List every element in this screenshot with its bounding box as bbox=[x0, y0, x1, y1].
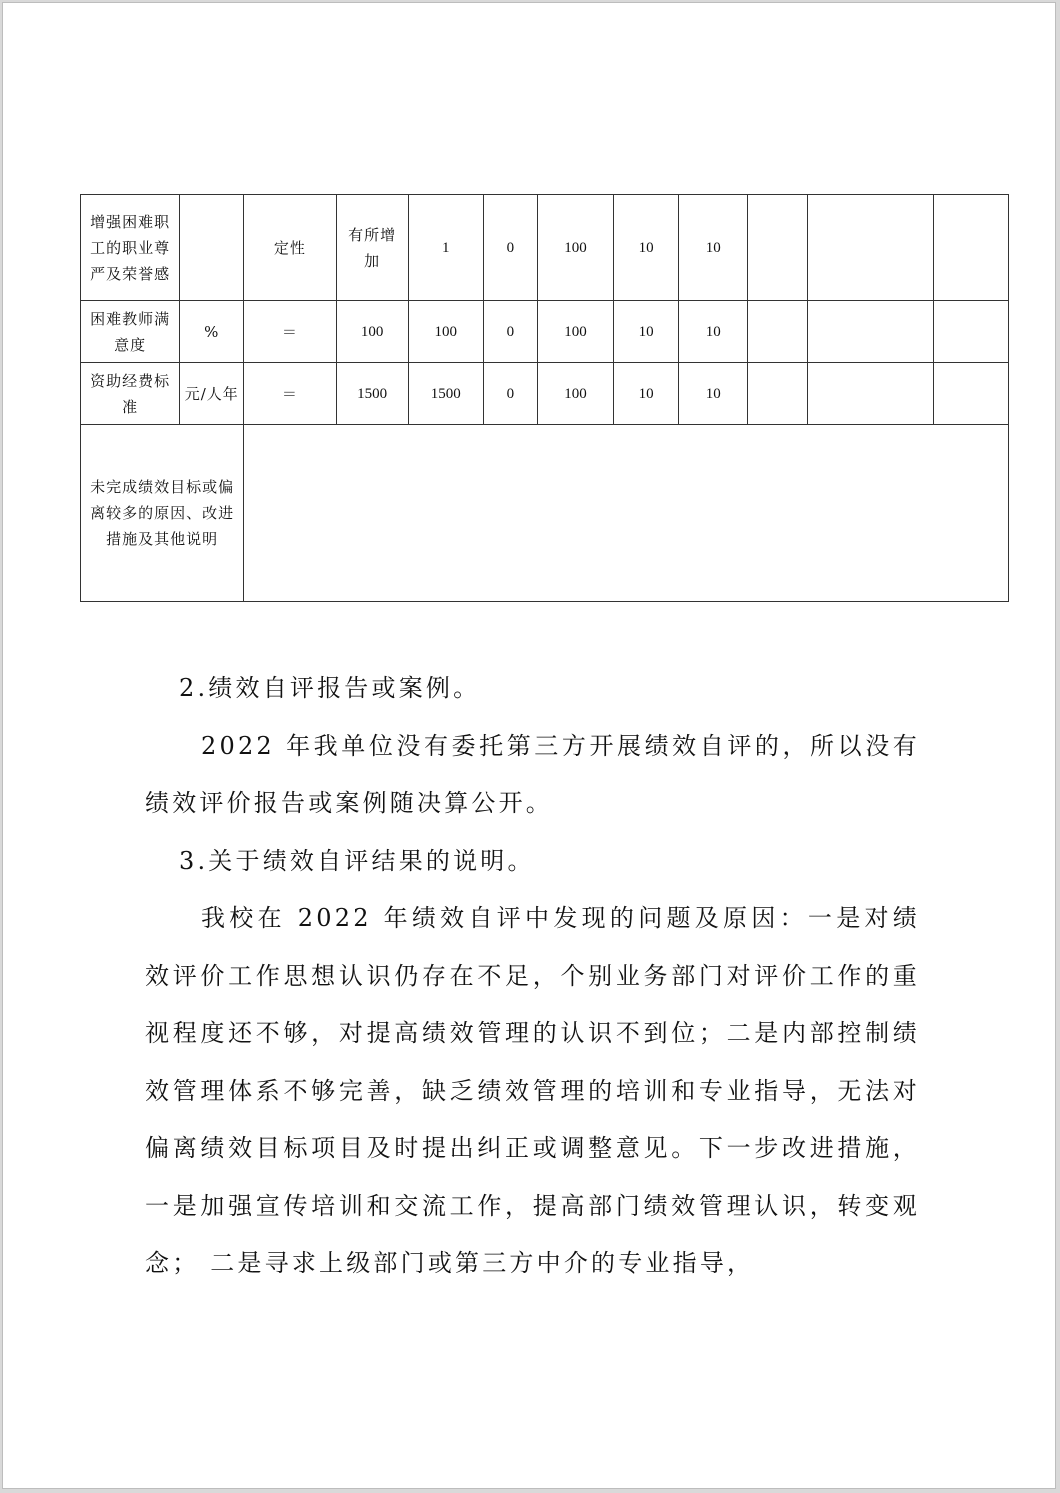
note-value-cell bbox=[244, 425, 1009, 602]
indicator-cell: 增强困难职工的职业尊严及荣誉感 bbox=[81, 195, 180, 301]
actual-cell: 1 bbox=[408, 195, 483, 301]
table-row bbox=[81, 301, 1009, 363]
note-label-cell: 未完成绩效目标或偏离较多的原因、改进措施及其他说明 bbox=[81, 425, 244, 602]
weight-cell: 10 bbox=[614, 363, 679, 425]
score-cell: 10 bbox=[679, 363, 748, 425]
empty-cell bbox=[808, 301, 933, 363]
operator-cell: ＝ bbox=[244, 363, 336, 425]
performance-table bbox=[80, 194, 1009, 602]
section-heading: 2.绩效自评报告或案例。 bbox=[179, 674, 481, 702]
actual-cell: 100 bbox=[408, 301, 483, 363]
score-cell: 10 bbox=[679, 195, 748, 301]
weight-cell: 10 bbox=[614, 301, 679, 363]
unit-cell bbox=[180, 195, 244, 301]
deviation-cell: 0 bbox=[483, 363, 537, 425]
document-page bbox=[2, 2, 1056, 1489]
score-cell: 10 bbox=[679, 301, 748, 363]
weight-cell: 10 bbox=[614, 195, 679, 301]
empty-cell bbox=[933, 301, 1008, 363]
indicator-cell: 资助经费标准 bbox=[81, 363, 180, 425]
table-row bbox=[81, 363, 1009, 425]
deviation-cell: 0 bbox=[483, 195, 537, 301]
empty-cell bbox=[748, 195, 808, 301]
empty-cell bbox=[748, 301, 808, 363]
unit-cell: 元/人年 bbox=[180, 363, 244, 425]
operator-cell: ＝ bbox=[244, 301, 336, 363]
deviation-cell: 0 bbox=[483, 301, 537, 363]
rate-cell: 100 bbox=[537, 363, 613, 425]
rate-cell: 100 bbox=[537, 195, 613, 301]
actual-cell: 1500 bbox=[408, 363, 483, 425]
table-row bbox=[81, 195, 1009, 301]
table-row bbox=[81, 425, 1009, 602]
empty-cell bbox=[933, 195, 1008, 301]
paragraph: 我校在 2022 年绩效自评中发现的问题及原因：一是对绩效评价工作思想认识仍存在不足，个别业务部门对评价工作的重视程度还不够，对提高绩效管理的认识不到位；二是内部控制绩效管理体系不够完善，缺乏绩效管理的培训和专业指导，无法对偏离绩效目标项目及时提出纠正或调整意见。下一步改进措施，一是加强宣传培训和交流工作，提高部门绩效管理认识，转变观念； 二是寻求上级部门或第三方中介的专业指导， bbox=[145, 904, 920, 1277]
empty-cell bbox=[933, 363, 1008, 425]
indicator-cell: 困难教师满意度 bbox=[81, 301, 180, 363]
unit-cell: % bbox=[180, 301, 244, 363]
target-cell: 100 bbox=[336, 301, 408, 363]
operator-cell: 定性 bbox=[244, 195, 336, 301]
target-cell: 有所增加 bbox=[336, 195, 408, 301]
empty-cell bbox=[808, 363, 933, 425]
rate-cell: 100 bbox=[537, 301, 613, 363]
paragraph: 2022 年我单位没有委托第三方开展绩效自评的，所以没有绩效评价报告或案例随决算公开。 bbox=[145, 731, 920, 817]
empty-cell bbox=[748, 363, 808, 425]
body-text bbox=[145, 660, 920, 1293]
section-heading: 3.关于绩效自评结果的说明。 bbox=[179, 846, 535, 875]
target-cell: 1500 bbox=[336, 363, 408, 425]
empty-cell bbox=[808, 195, 933, 301]
